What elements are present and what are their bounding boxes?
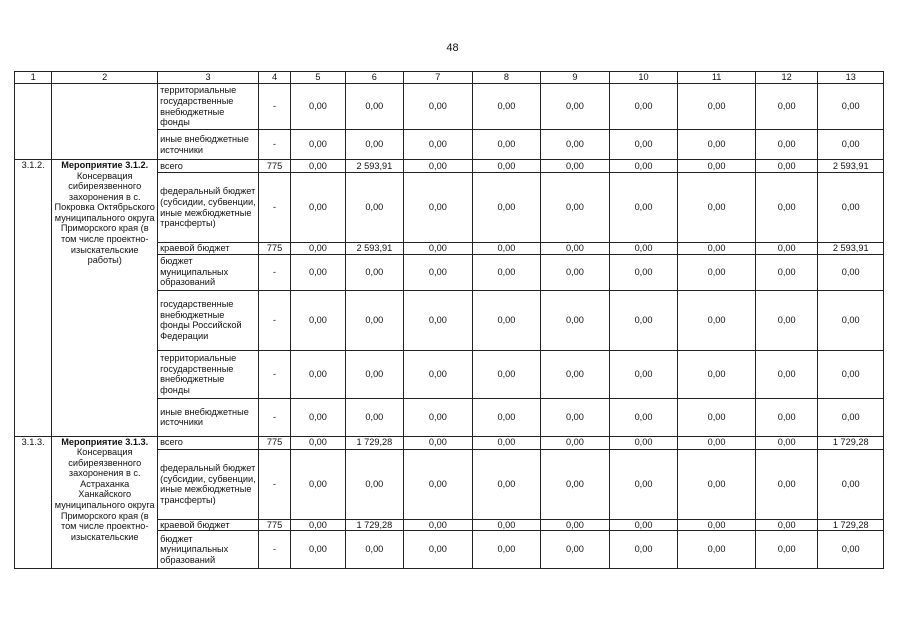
column-header-13: 13 <box>818 72 884 84</box>
value-col-10: 0,00 <box>609 449 678 519</box>
measure-title: Мероприятие 3.1.2. <box>61 160 149 170</box>
value-col-6: 0,00 <box>345 290 403 350</box>
value-col-6: 0,00 <box>345 398 403 436</box>
value-col-8: 0,00 <box>472 519 541 531</box>
value-col-9: 0,00 <box>541 531 610 569</box>
measure-number: 3.1.3. <box>15 436 52 569</box>
value-col-12: 0,00 <box>755 350 818 398</box>
funding-source: государственные внебюджетные фонды Российской Федерации <box>158 290 259 350</box>
value-col-13: 0,00 <box>818 254 884 290</box>
value-col-6: 0,00 <box>345 254 403 290</box>
table-row <box>15 160 884 173</box>
funding-source: краевой бюджет <box>158 519 259 531</box>
value-col-8: 0,00 <box>472 254 541 290</box>
value-col-5: 0,00 <box>291 449 345 519</box>
funding-source: бюджет муниципальных образований <box>158 254 259 290</box>
value-col-6: 1 729,28 <box>345 519 403 531</box>
column-header-1: 1 <box>15 72 52 84</box>
value-col-5: 0,00 <box>291 243 345 255</box>
measure-number-cell <box>15 84 52 160</box>
table-row <box>15 436 884 449</box>
value-col-11: 0,00 <box>678 243 756 255</box>
funding-source: бюджет муниципальных образований <box>158 531 259 569</box>
value-col-5: 0,00 <box>291 254 345 290</box>
value-col-11: 0,00 <box>678 449 756 519</box>
value-col-7: 0,00 <box>404 254 473 290</box>
value-col-10: 0,00 <box>609 160 678 173</box>
value-col-12: 0,00 <box>755 290 818 350</box>
budget-code: 775 <box>258 243 290 255</box>
value-col-5: 0,00 <box>291 173 345 243</box>
value-col-11: 0,00 <box>678 254 756 290</box>
column-header-12: 12 <box>755 72 818 84</box>
table-row <box>15 84 884 130</box>
value-col-11: 0,00 <box>678 350 756 398</box>
funding-source: территориальные государственные внебюджетные фонды <box>158 84 259 130</box>
value-col-6: 2 593,91 <box>345 160 403 173</box>
value-col-7: 0,00 <box>404 243 473 255</box>
budget-code: - <box>258 531 290 569</box>
value-col-9: 0,00 <box>541 519 610 531</box>
value-col-13: 2 593,91 <box>818 160 884 173</box>
value-col-10: 0,00 <box>609 254 678 290</box>
value-col-6: 0,00 <box>345 130 403 160</box>
budget-code: - <box>258 84 290 130</box>
value-col-10: 0,00 <box>609 243 678 255</box>
value-col-9: 0,00 <box>541 160 610 173</box>
funding-source: иные внебюджетные источники <box>158 130 259 160</box>
measure-description: Консервация сибиреязвенного захоронения в с. Покровка Октябрьского муниципального округа Приморского края (в том числе проектно-изыскательские работы) <box>54 170 155 266</box>
value-col-9: 0,00 <box>541 398 610 436</box>
value-col-8: 0,00 <box>472 290 541 350</box>
value-col-6: 0,00 <box>345 173 403 243</box>
value-col-10: 0,00 <box>609 519 678 531</box>
value-col-7: 0,00 <box>404 519 473 531</box>
value-col-8: 0,00 <box>472 173 541 243</box>
value-col-5: 0,00 <box>291 160 345 173</box>
budget-table <box>14 71 884 569</box>
value-col-10: 0,00 <box>609 436 678 449</box>
value-col-9: 0,00 <box>541 173 610 243</box>
budget-code: - <box>258 290 290 350</box>
value-col-9: 0,00 <box>541 449 610 519</box>
value-col-5: 0,00 <box>291 350 345 398</box>
value-col-13: 0,00 <box>818 531 884 569</box>
value-col-12: 0,00 <box>755 173 818 243</box>
value-col-11: 0,00 <box>678 130 756 160</box>
column-header-6: 6 <box>345 72 403 84</box>
value-col-13: 0,00 <box>818 84 884 130</box>
value-col-13: 0,00 <box>818 173 884 243</box>
column-header-2: 2 <box>52 72 158 84</box>
value-col-12: 0,00 <box>755 160 818 173</box>
value-col-5: 0,00 <box>291 531 345 569</box>
funding-source: федеральный бюджет (субсидии, субвенции, иные межбюджетные трансферты) <box>158 449 259 519</box>
value-col-8: 0,00 <box>472 449 541 519</box>
value-col-7: 0,00 <box>404 449 473 519</box>
value-col-7: 0,00 <box>404 173 473 243</box>
value-col-12: 0,00 <box>755 449 818 519</box>
value-col-6: 0,00 <box>345 449 403 519</box>
funding-source: иные внебюджетные источники <box>158 398 259 436</box>
funding-source: всего <box>158 160 259 173</box>
column-header-11: 11 <box>678 72 756 84</box>
value-col-12: 0,00 <box>755 243 818 255</box>
value-col-12: 0,00 <box>755 531 818 569</box>
value-col-10: 0,00 <box>609 290 678 350</box>
value-col-11: 0,00 <box>678 398 756 436</box>
funding-source: всего <box>158 436 259 449</box>
value-col-12: 0,00 <box>755 398 818 436</box>
value-col-12: 0,00 <box>755 254 818 290</box>
value-col-11: 0,00 <box>678 173 756 243</box>
column-header-7: 7 <box>404 72 473 84</box>
value-col-8: 0,00 <box>472 531 541 569</box>
budget-code: - <box>258 130 290 160</box>
value-col-8: 0,00 <box>472 398 541 436</box>
value-col-7: 0,00 <box>404 290 473 350</box>
value-col-7: 0,00 <box>404 84 473 130</box>
value-col-7: 0,00 <box>404 531 473 569</box>
measure-title: Мероприятие 3.1.3. <box>61 436 149 447</box>
value-col-7: 0,00 <box>404 436 473 449</box>
value-col-10: 0,00 <box>609 130 678 160</box>
value-col-5: 0,00 <box>291 130 345 160</box>
measure-number: 3.1.2. <box>15 160 52 437</box>
measure-name <box>52 436 158 569</box>
value-col-10: 0,00 <box>609 84 678 130</box>
value-col-9: 0,00 <box>541 290 610 350</box>
value-col-13: 0,00 <box>818 290 884 350</box>
column-header-8: 8 <box>472 72 541 84</box>
value-col-13: 2 593,91 <box>818 243 884 255</box>
table-body <box>15 84 884 569</box>
column-header-4: 4 <box>258 72 290 84</box>
value-col-8: 0,00 <box>472 436 541 449</box>
value-col-9: 0,00 <box>541 436 610 449</box>
funding-source: краевой бюджет <box>158 243 259 255</box>
value-col-7: 0,00 <box>404 350 473 398</box>
value-col-9: 0,00 <box>541 243 610 255</box>
budget-code: 775 <box>258 436 290 449</box>
column-header-3: 3 <box>158 72 259 84</box>
funding-source: территориальные государственные внебюджетные фонды <box>158 350 259 398</box>
value-col-8: 0,00 <box>472 160 541 173</box>
measure-name-cell <box>52 84 158 160</box>
value-col-13: 0,00 <box>818 130 884 160</box>
value-col-8: 0,00 <box>472 243 541 255</box>
column-header-9: 9 <box>541 72 610 84</box>
value-col-11: 0,00 <box>678 290 756 350</box>
funding-source: федеральный бюджет (субсидии, субвенции, иные межбюджетные трансферты) <box>158 173 259 243</box>
budget-code: 775 <box>258 160 290 173</box>
value-col-5: 0,00 <box>291 436 345 449</box>
value-col-13: 0,00 <box>818 449 884 519</box>
budget-code: 775 <box>258 519 290 531</box>
measure-description: Консервация сибиреязвенного захоронения в с. Астраханка Ханкайского муниципального округа Приморского края (в том числе проектно-изыскательские <box>54 447 155 542</box>
table-header <box>15 72 884 84</box>
value-col-9: 0,00 <box>541 130 610 160</box>
value-col-6: 0,00 <box>345 84 403 130</box>
value-col-11: 0,00 <box>678 531 756 569</box>
value-col-10: 0,00 <box>609 173 678 243</box>
value-col-6: 0,00 <box>345 531 403 569</box>
value-col-5: 0,00 <box>291 84 345 130</box>
budget-code: - <box>258 254 290 290</box>
value-col-9: 0,00 <box>541 84 610 130</box>
value-col-10: 0,00 <box>609 398 678 436</box>
value-col-9: 0,00 <box>541 254 610 290</box>
value-col-6: 1 729,28 <box>345 436 403 449</box>
value-col-11: 0,00 <box>678 84 756 130</box>
value-col-7: 0,00 <box>404 398 473 436</box>
value-col-7: 0,00 <box>404 130 473 160</box>
value-col-12: 0,00 <box>755 519 818 531</box>
value-col-13: 0,00 <box>818 398 884 436</box>
column-header-5: 5 <box>291 72 345 84</box>
budget-code: - <box>258 350 290 398</box>
value-col-11: 0,00 <box>678 160 756 173</box>
value-col-5: 0,00 <box>291 398 345 436</box>
value-col-13: 1 729,28 <box>818 519 884 531</box>
value-col-12: 0,00 <box>755 84 818 130</box>
value-col-8: 0,00 <box>472 130 541 160</box>
value-col-13: 0,00 <box>818 350 884 398</box>
value-col-5: 0,00 <box>291 519 345 531</box>
budget-code: - <box>258 449 290 519</box>
value-col-13: 1 729,28 <box>818 436 884 449</box>
value-col-11: 0,00 <box>678 519 756 531</box>
budget-code: - <box>258 173 290 243</box>
page-number: 48 <box>446 42 459 54</box>
value-col-6: 0,00 <box>345 350 403 398</box>
measure-name <box>52 160 158 437</box>
value-col-10: 0,00 <box>609 350 678 398</box>
value-col-5: 0,00 <box>291 290 345 350</box>
value-col-9: 0,00 <box>541 350 610 398</box>
value-col-7: 0,00 <box>404 160 473 173</box>
column-header-10: 10 <box>609 72 678 84</box>
value-col-8: 0,00 <box>472 84 541 130</box>
value-col-6: 2 593,91 <box>345 243 403 255</box>
value-col-12: 0,00 <box>755 436 818 449</box>
budget-code: - <box>258 398 290 436</box>
value-col-11: 0,00 <box>678 436 756 449</box>
value-col-10: 0,00 <box>609 531 678 569</box>
value-col-8: 0,00 <box>472 350 541 398</box>
value-col-12: 0,00 <box>755 130 818 160</box>
header-row <box>15 72 884 84</box>
